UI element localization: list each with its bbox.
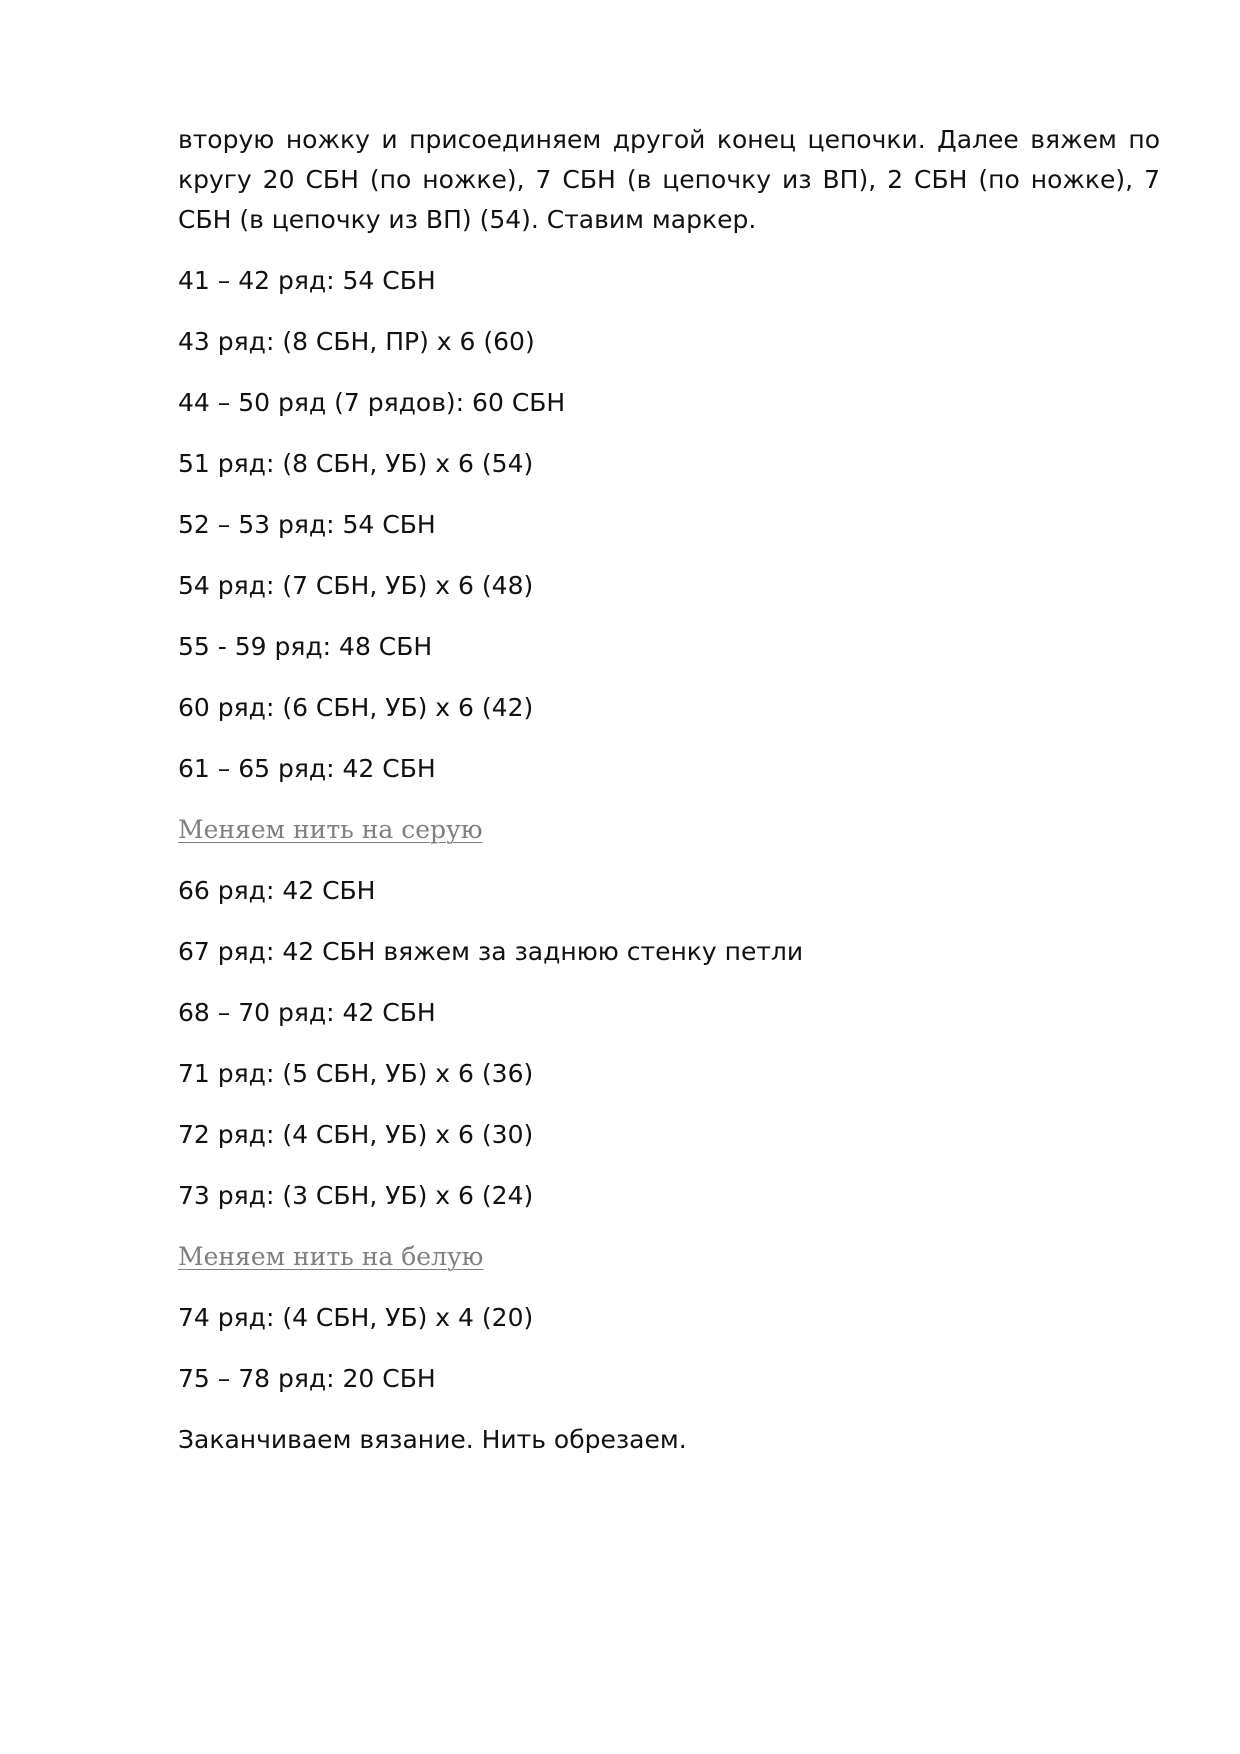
closing-text: Заканчиваем вязание. Нить обрезаем.: [178, 1425, 687, 1454]
row-instruction: 55 - 59 ряд: 48 СБН: [178, 632, 433, 661]
row-instruction: 43 ряд: (8 СБН, ПР) х 6 (60): [178, 327, 535, 356]
intro-paragraph: вторую ножку и присоединяем другой конец цепочки. Далее вяжем по кругу 20 СБН (по ножке), 7 СБН (в цепочку из ВП), 2 СБН (по ножке), 7 СБН (в цепочку из ВП) (54). Ставим маркер.: [178, 125, 1160, 234]
row-instruction: 73 ряд: (3 СБН, УБ) х 6 (24): [178, 1181, 534, 1210]
thread-change-gray-link[interactable]: Меняем нить на серую: [178, 815, 483, 844]
row-instruction: 71 ряд: (5 СБН, УБ) х 6 (36): [178, 1059, 534, 1088]
row-instruction: 66 ряд: 42 СБН: [178, 876, 376, 905]
thread-change-white-link[interactable]: Меняем нить на белую: [178, 1242, 484, 1271]
row-instruction: 75 – 78 ряд: 20 СБН: [178, 1364, 436, 1393]
document-page: [178, 120, 1160, 1481]
row-instruction: 72 ряд: (4 СБН, УБ) х 6 (30): [178, 1120, 534, 1149]
row-instruction: 60 ряд: (6 СБН, УБ) х 6 (42): [178, 693, 534, 722]
row-instruction: 61 – 65 ряд: 42 СБН: [178, 754, 436, 783]
row-instruction: 44 – 50 ряд (7 рядов): 60 СБН: [178, 388, 566, 417]
row-instruction: 51 ряд: (8 СБН, УБ) х 6 (54): [178, 449, 534, 478]
row-instruction: 52 – 53 ряд: 54 СБН: [178, 510, 436, 539]
row-instruction: 68 – 70 ряд: 42 СБН: [178, 998, 436, 1027]
row-instruction: 67 ряд: 42 СБН вяжем за заднюю стенку петли: [178, 937, 804, 966]
row-instruction: 41 – 42 ряд: 54 СБН: [178, 266, 436, 295]
row-instruction: 74 ряд: (4 СБН, УБ) х 4 (20): [178, 1303, 534, 1332]
row-instruction: 54 ряд: (7 СБН, УБ) х 6 (48): [178, 571, 534, 600]
